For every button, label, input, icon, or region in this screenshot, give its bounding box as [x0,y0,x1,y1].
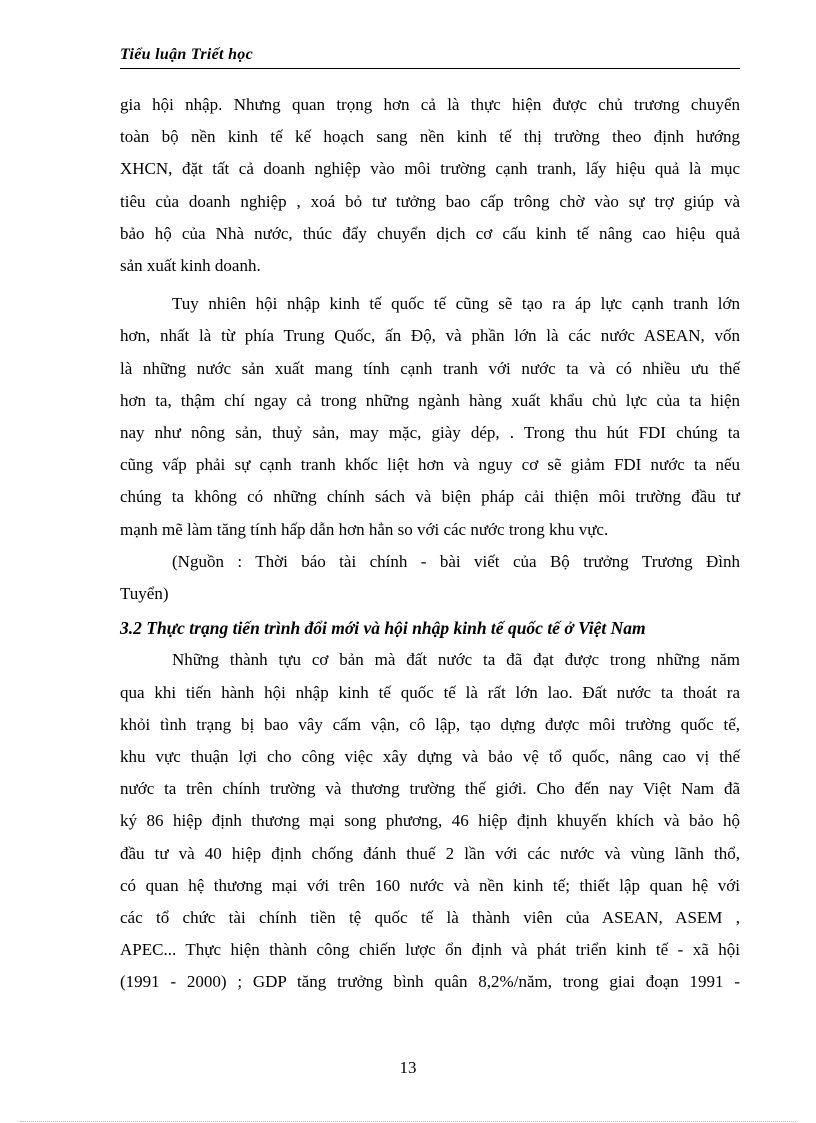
page-bottom-divider [20,1121,796,1122]
text-line: là những nước sản xuất mang tính cạnh tranh với nước ta và có nhiều ưu thế [120,358,740,378]
paragraph-3 [120,644,740,998]
text-line: khỏi tình trạng bị bao vây cấm vận, cô lập, tạo dựng được môi trường quốc tế, [120,714,740,734]
text-line: các tổ chức tài chính tiền tệ quốc tế là thành viên của ASEAN, ASEM , [120,908,740,928]
text-line: Tuyển) [120,584,169,604]
text-line: nay như nông sản, thuỷ sản, may mặc, giày dép, . Trong thu hút FDI chúng ta [120,423,740,443]
text-line: ký 86 hiệp định thương mại song phương, 46 hiệp định khuyến khích và bảo hộ [120,811,740,831]
text-line: nước ta trên chính trường và thương trường thế giới. Cho đến nay Việt Nam đã [120,779,740,799]
text-line: bảo hộ của Nhà nước, thúc đẩy chuyển dịch cơ cấu kinh tế nâng cao hiệu quả [120,223,740,243]
text-line: APEC... Thực hiện thành công chiến lược ổn định và phát triển kinh tế - xã hội [120,940,740,960]
text-line: gia hội nhập. Nhưng quan trọng hơn cả là thực hiện được chủ trương chuyển [120,95,740,114]
text-line: mạnh mẽ làm tăng tính hấp dẫn hơn hẳn so với các nước trong khu vực. [120,519,609,539]
text-line: cũng vấp phải sự cạnh tranh khốc liệt hơn và nguy cơ sẽ giảm FDI nước ta nếu [120,455,740,475]
paragraph-1 [120,89,740,282]
text-line: tiêu của doanh nghiệp , xoá bỏ tư tưởng bao cấp trông chờ vào sự trợ giúp và [120,191,740,211]
text-line: đầu tư và 40 hiệp định chống đánh thuế 2 lần với các nước và vùng lãnh thổ, [120,843,740,863]
section-heading: 3.2 Thực trạng tiến trình đổi mới và hội nhập kinh tế quốc tế ở Việt Nam [120,618,646,639]
text-line: Tuy nhiên hội nhập kinh tế quốc tế cũng sẽ tạo ra áp lực cạnh tranh lớn [172,294,740,314]
source-citation [120,546,740,610]
paragraph-2 [120,288,740,546]
text-line: hơn, nhất là từ phía Trung Quốc, ấn Độ, và phần lớn là các nước ASEAN, vốn [120,326,740,346]
text-line: chúng ta không có những chính sách và biện pháp cải thiện môi trường đầu tư [120,487,740,507]
text-line: toàn bộ nền kinh tế kế hoạch sang nền kinh tế thị trường theo định hướng [120,127,740,147]
text-line: hơn ta, thậm chí ngay cả trong những ngành hàng xuất khẩu chủ lực của ta hiện [120,390,740,410]
text-line: khu vực thuận lợi cho công việc xây dựng và bảo vệ tổ quốc, nâng cao vị thế [120,747,740,767]
text-line: sản xuất kinh doanh. [120,256,261,276]
page-number: 13 [399,1058,417,1077]
header-title: Tiểu luận Triết học [120,46,253,63]
text-line: XHCN, đặt tất cả doanh nghiệp vào môi trường cạnh tranh, lấy hiệu quả là mục [120,159,740,179]
text-line: (Nguồn : Thời báo tài chính - bài viết của Bộ trưởng Trương Đình [172,551,740,571]
text-line: (1991 - 2000) ; GDP tăng trưởng bình quân 8,2%/năm, trong giai đoạn 1991 - [120,972,740,992]
text-line: có quan hệ thương mại với trên 160 nước và nền kinh tế; thiết lập quan hệ với [120,875,740,895]
text-line: Những thành tựu cơ bản mà đất nước ta đã đạt được trong những năm [172,650,740,670]
page-header [120,44,740,69]
document-body [120,89,740,999]
text-line: qua khi tiến hành hội nhập kinh tế quốc tế là rất lớn lao. Đất nước ta thoát ra [120,682,740,702]
